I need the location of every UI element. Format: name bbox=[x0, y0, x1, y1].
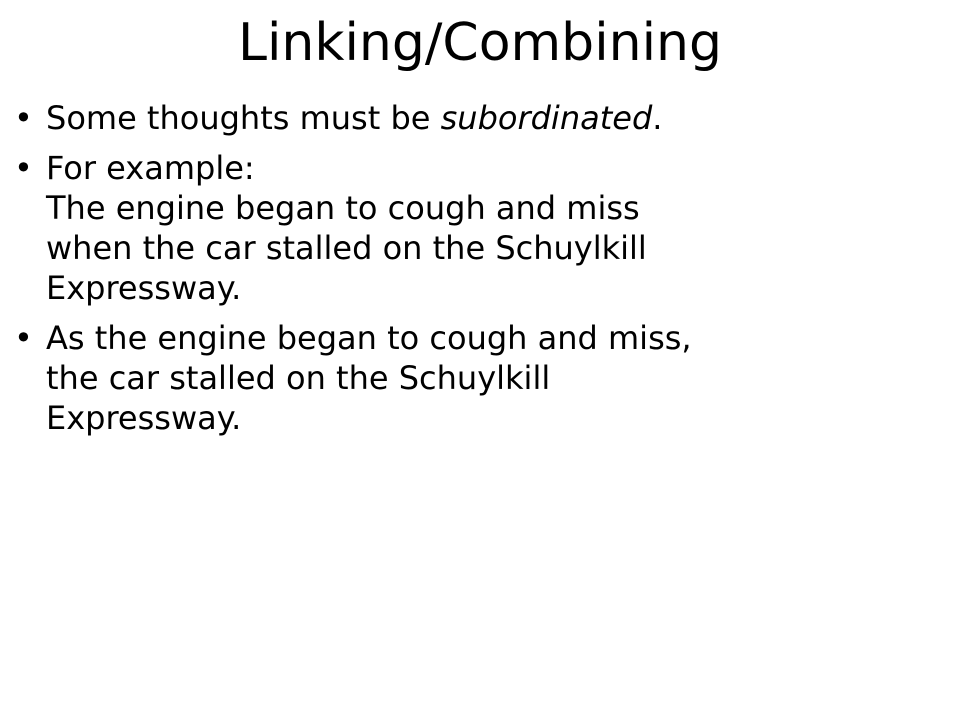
bullet-line: the car stalled on the Schuylkill bbox=[46, 359, 551, 397]
bullet-item-revised-sentence bbox=[14, 318, 944, 438]
bullet-marker: • bbox=[14, 99, 33, 137]
bullet-marker: • bbox=[14, 149, 33, 187]
bullet-line: As the engine began to cough and miss, bbox=[46, 319, 692, 357]
bullet-line: For example: bbox=[46, 149, 255, 187]
bullet-text-after: . bbox=[652, 99, 663, 137]
bullet-item-example bbox=[14, 148, 944, 308]
bullet-line: when the car stalled on the Schuylkill bbox=[46, 229, 647, 267]
bullet-marker: • bbox=[14, 319, 33, 357]
bullet-item-subordinated bbox=[14, 98, 944, 138]
bullet-line: The engine began to cough and miss bbox=[46, 189, 640, 227]
bullet-list bbox=[14, 98, 944, 448]
bullet-text-before: Some thoughts must be bbox=[46, 99, 441, 137]
bullet-line: Expressway. bbox=[46, 399, 242, 437]
bullet-text-emphasis: subordinated bbox=[440, 99, 653, 137]
slide-title: Linking/Combining bbox=[237, 13, 723, 73]
bullet-line: Expressway. bbox=[46, 269, 242, 307]
